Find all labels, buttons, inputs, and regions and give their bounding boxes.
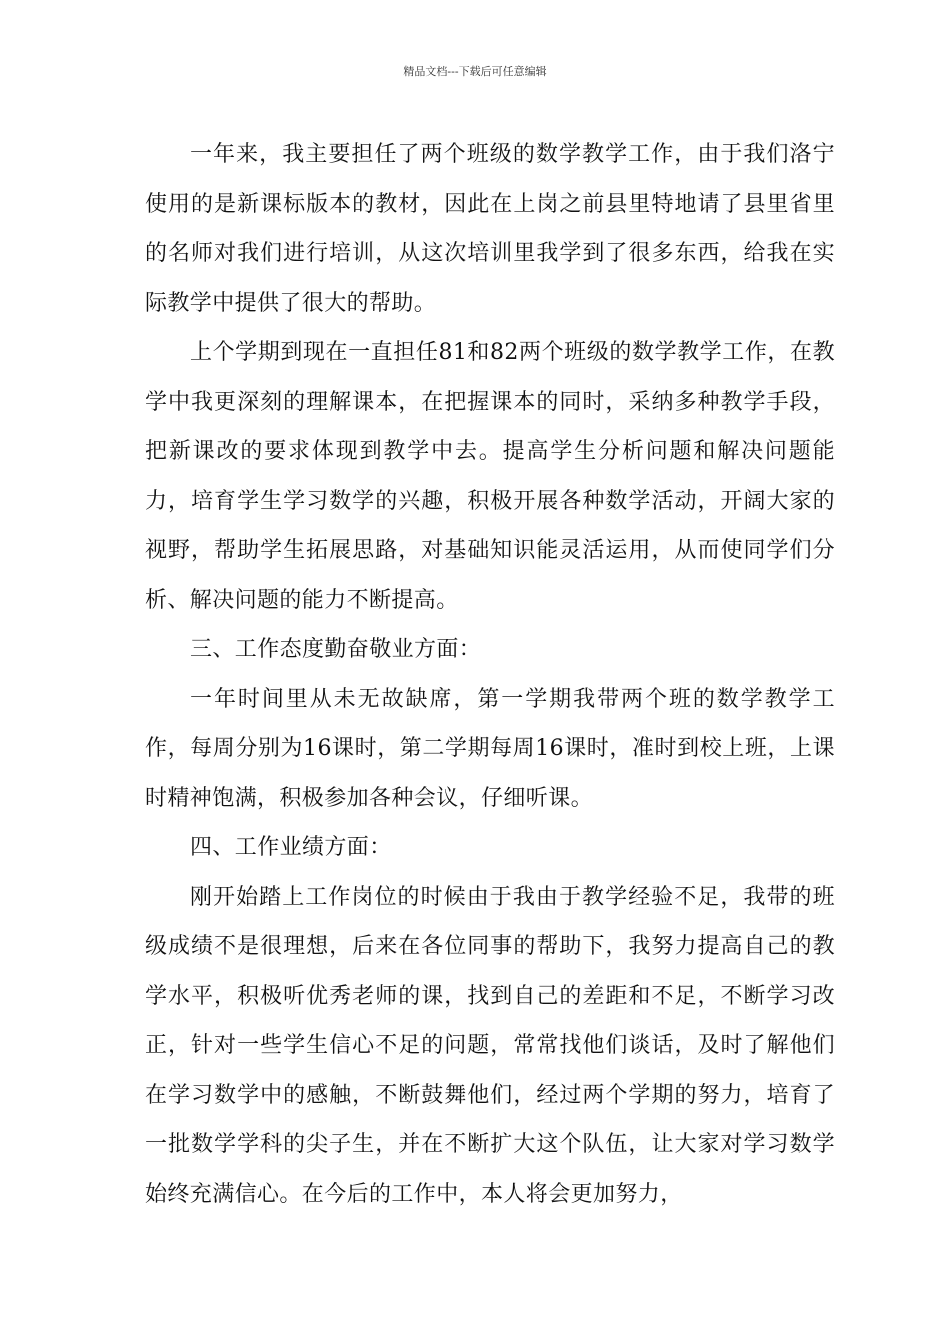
paragraph-class-teaching: 上个学期到现在一直担任81和82两个班级的数学教学工作，在教学中我更深刻的理解课本，在把握课本的同时，采纳多种教学手段，把新课改的要求体现到教学中去。提高学生分析问题和解决问题能力，培育学生学习数学的兴趣，积极开展各种数学活动，开阔大家的视野，帮助学生拓展思路，对基础知识能灵活运用，从而使同学们分析、解决问题的能力不断提高。 [145,340,835,613]
paragraph-teaching-overview: 一年来，我主要担任了两个班级的数学教学工作，由于我们洛宁使用的是新课标版本的教材，因此在上岗之前县里特地请了县里省里的名师对我们进行培训，从这次培训里我学到了很多东西，给我在实际教学中提供了很大的帮助。 [145,142,835,316]
document-body [145,130,835,1219]
section-heading-work-attitude: 三、工作态度勤奋敬业方面： [190,637,482,662]
paragraph-achievements: 刚开始踏上工作岗位的时候由于我由于教学经验不足，我带的班级成绩不是很理想，后来在各位同事的帮助下，我努力提高自己的教学水平，积极听优秀老师的课，找到自己的差距和不足，不断学习改正，针对一些学生信心不足的问题，常常找他们谈话，及时了解他们在学习数学中的感触，不断鼓舞他们，经过两个学期的努力，培育了一批数学学科的尖子生，并在不断扩大这个队伍，让大家对学习数学始终充满信心。在今后的工作中，本人将会更加努力， [145,884,835,1207]
paragraph-attendance: 一年时间里从未无故缺席，第一学期我带两个班的数学教学工作，每周分别为16课时，第二学期每周16课时，准时到校上班，上课时精神饱满，积极参加各种会议，仔细听课。 [145,686,835,811]
section-heading-achievements: 四、工作业绩方面： [190,835,392,860]
page-header: 精品文档---下载后可任意编辑 [403,65,547,78]
